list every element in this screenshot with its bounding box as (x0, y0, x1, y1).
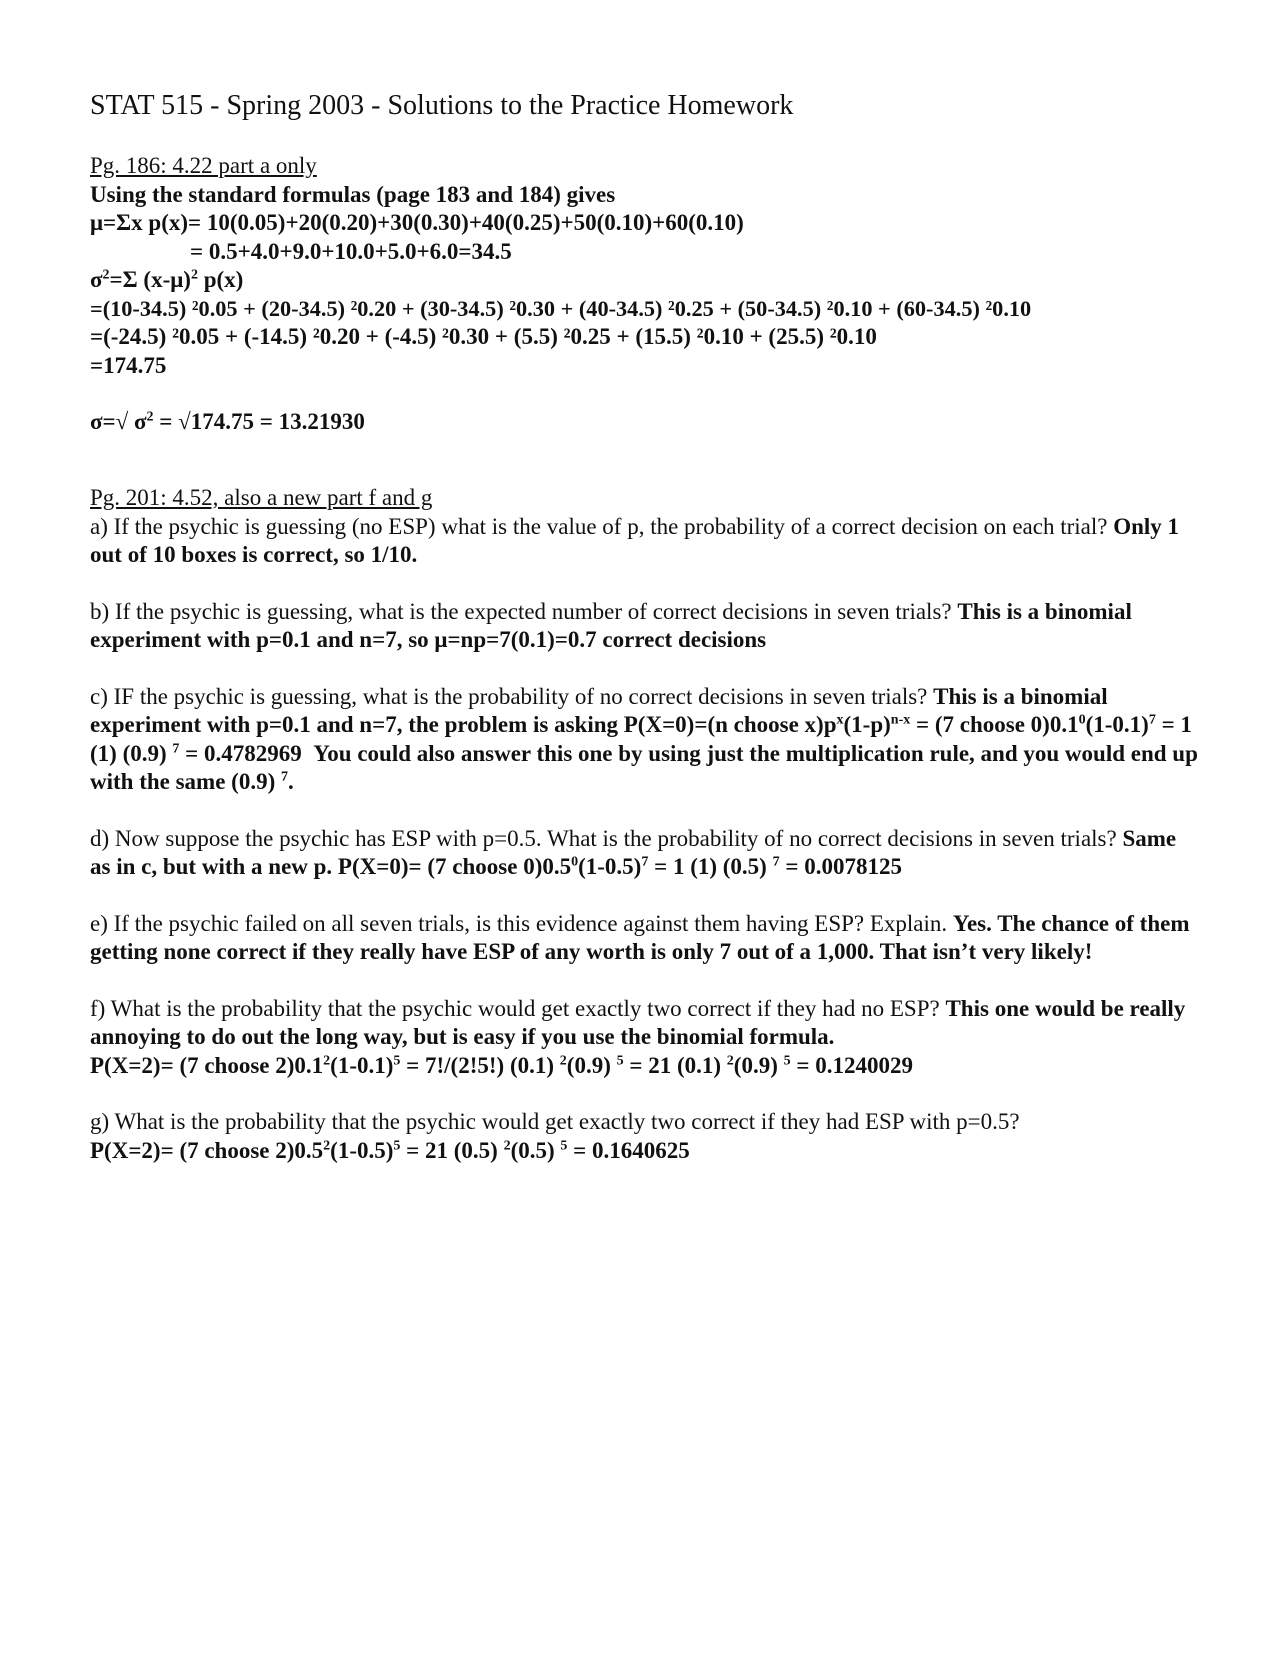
section-4-52 (90, 484, 1200, 1165)
part-e-answer: Yes. The chance of them getting none correct if they really have ESP of any worth is only 7 out of a 1,000. That isn’t very likely! (90, 910, 1190, 964)
part-f-formula: P(X=2)= (7 choose $2)0.1^2(1-0.1)^5 = 7!/(2!5!)$ (0.1) $^2$(0.9) $^5$ = 21 (0.1) $^2$(0.9) $^5$ = 0.1240029 (90, 1052, 913, 1078)
variance-expansion: =(10-34.5) ²0.05 + (20-34.5) ²0.20 + (30-34.5) ²0.30 + (40-34.5) ²0.25 + (50-34.5) ²0.10 + (60-34.5) ²0.10 (90, 295, 1032, 321)
part-c-question: c) IF the psychic is guessing, what is the probability of no correct decisions in seven trials? (90, 683, 928, 709)
part-g-question: g) What is the probability that the psychic would get exactly two correct if they had ESP with p=0.5? (90, 1109, 1020, 1134)
std-dev-formula: σ=√ $\sigma^2 = √174.75 = 13.21930$ (90, 409, 365, 434)
part-a (90, 513, 1200, 570)
document-title: STAT 515 - Spring 2003 - Solutions to the Practice Homework (90, 90, 794, 121)
part-f-question: f) What is the probability that the psychic would get exactly two correct if they had no ESP? (90, 995, 940, 1021)
part-a-answer: Only 1 out of 10 boxes is correct, so 1/10. (90, 513, 1180, 567)
part-f (90, 995, 1200, 1081)
variance-deviations: =(-24.5) ²0.05 + (-14.5) ²0.20 + (-4.5) ²0.30 + (5.5) ²0.25 + (15.5) ²0.10 + (25.5) ²0.10 (90, 324, 877, 349)
part-c (90, 683, 1200, 797)
part-b (90, 598, 1200, 655)
part-b-question: b) If the psychic is guessing, what is the expected number of correct decisions in seven trials? (90, 598, 952, 624)
section-4-22 (90, 152, 1200, 437)
part-d-answer: Same as in c, but with a new p. P(X=0)= (7 choose $0)0.5^0(1-0.5)^7 = 1$ (1) (0.5) $^7$ = 0.0078125 (90, 825, 1177, 879)
part-c-answer: This is a binomial experiment with p=0.1 and n=7, the problem is asking P(X=0)=(n choose $x)p^x(1-p)^{n-x} = (7$ choose $0)0.1^0(1-0.1)^7 = 1$ (1) (0.9) $^7$ = 0.4782969 You could also answer this one by using just the multiplication rule, and you would end up with the same (0.9) $^7$. (90, 683, 1198, 794)
section-heading-4-22: Pg. 186: 4.22 part a only (90, 153, 317, 178)
part-g (90, 1108, 1200, 1165)
formula-intro: Using the standard formulas (page 183 and 184) gives (90, 181, 616, 207)
mean-formula: μ=Σx p(x)= 10(0.05)+20(0.20)+30(0.30)+40(0.25)+50(0.10)+60(0.10) (90, 210, 744, 235)
part-d (90, 825, 1200, 882)
part-g-formula: P(X=2)= (7 choose $2)0.5^2(1-0.5)^5 = 21$ (0.5) $^2$(0.5) $^5$ = 0.1640625 (90, 1137, 690, 1163)
variance-result: =174.75 (90, 352, 167, 378)
part-d-question: d) Now suppose the psychic has ESP with p=0.5. What is the probability of no correct decisions in seven trials? (90, 825, 1117, 851)
section-heading-4-52: Pg. 201: 4.52, also a new part f and g (90, 485, 433, 510)
variance-formula: $\sigma^2=\Sigma$ $(x-\mu)^2$ p(x) (90, 267, 244, 292)
part-e (90, 910, 1200, 967)
part-a-question: a) If the psychic is guessing (no ESP) what is the value of p, the probability of a correct decision on each trial? (90, 513, 1108, 539)
part-b-answer: This is a binomial experiment with p=0.1 and n=7, so μ=np=7(0.1)=0.7 correct decisions (90, 598, 1132, 652)
mean-result: = 0.5+4.0+9.0+10.0+5.0+6.0=34.5 (190, 238, 512, 264)
part-e-question: e) If the psychic failed on all seven trials, is this evidence against them having ESP? Explain. (90, 910, 948, 936)
part-f-answer: This one would be really annoying to do out the long way, but is easy if you use the binomial formula. (90, 995, 1186, 1049)
